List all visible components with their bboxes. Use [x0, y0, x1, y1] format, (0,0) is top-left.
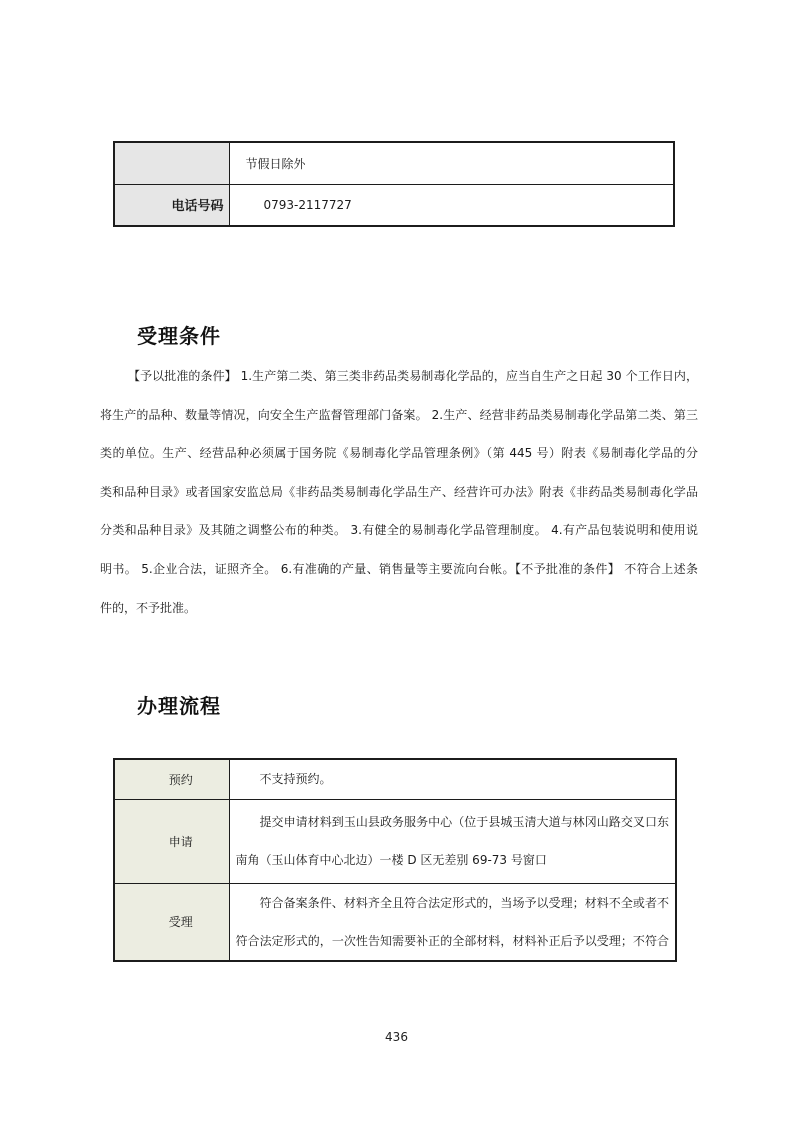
paragraph-line: 分类和品种目录》及其随之调整公布的种类。 3.有健全的易制毒化学品管理制度。 4.有产品包装说明和使用说	[100, 523, 698, 538]
table-row	[114, 142, 674, 184]
paragraph-line: 件的，不予批准。	[100, 600, 197, 615]
table-row-acceptance	[114, 883, 676, 961]
application-value-cell	[229, 799, 676, 883]
reservation-label: 预约	[114, 759, 229, 799]
contact-row-label-empty	[114, 142, 229, 184]
contact-table	[113, 141, 675, 227]
cell-line: 符合法定形式的，一次性告知需要补正的全部材料，材料补正后予以受理；不符合	[235, 933, 669, 948]
paragraph-line: 将生产的品种、数量等情况，向安全生产监督管理部门备案。 2.生产、经营非药品类易制毒化学品第二类、第三	[100, 407, 698, 422]
acceptance-value-cell	[229, 883, 676, 961]
processing-flow-heading: 办理流程	[137, 694, 221, 718]
reservation-value-cell	[229, 759, 676, 799]
phone-number-value: 0793-2117727	[229, 184, 674, 226]
application-label: 申请	[114, 799, 229, 883]
cell-line: 符合备案条件、材料齐全且符合法定形式的，当场予以受理；材料不全或者不	[259, 895, 669, 910]
paragraph-line: 【予以批准的条件】 1.生产第二类、第三类非药品类易制毒化学品的，应当自生产之日起 30 个工作日内，	[128, 369, 698, 383]
paragraph-line: 类的单位。生产、经营品种必须属于国务院《易制毒化学品管理条例》（第 445 号）附表《易制毒化学品的分	[100, 446, 698, 461]
cell-line: 南角（玉山体育中心北边）一楼 D 区无差别 69-73 号窗口	[235, 853, 547, 867]
table-row-application	[114, 799, 676, 883]
holiday-note-cell: 节假日除外	[229, 142, 674, 184]
table-row	[114, 184, 674, 226]
processing-flow-table	[113, 758, 677, 962]
page-number: 436	[385, 1030, 408, 1044]
acceptance-conditions-paragraph	[100, 357, 698, 627]
acceptance-conditions-heading: 受理条件	[137, 324, 221, 348]
cell-line: 不支持预约。	[259, 772, 332, 787]
phone-number-label: 电话号码	[114, 184, 229, 226]
cell-line: 提交申请材料到玉山县政务服务中心（位于县城玉清大道与林冈山路交叉口东	[259, 815, 669, 829]
table-row-reservation	[114, 759, 676, 799]
paragraph-line: 明书。 5.企业合法，证照齐全。 6.有准确的产量、销售量等主要流向台帐。【不予批准的条件】 不符合上述条	[100, 561, 698, 576]
paragraph-line: 类和品种目录》或者国家安监总局《非药品类易制毒化学品生产、经营许可办法》附表《非药品类易制毒化学品	[100, 484, 698, 499]
acceptance-label: 受理	[114, 883, 229, 961]
